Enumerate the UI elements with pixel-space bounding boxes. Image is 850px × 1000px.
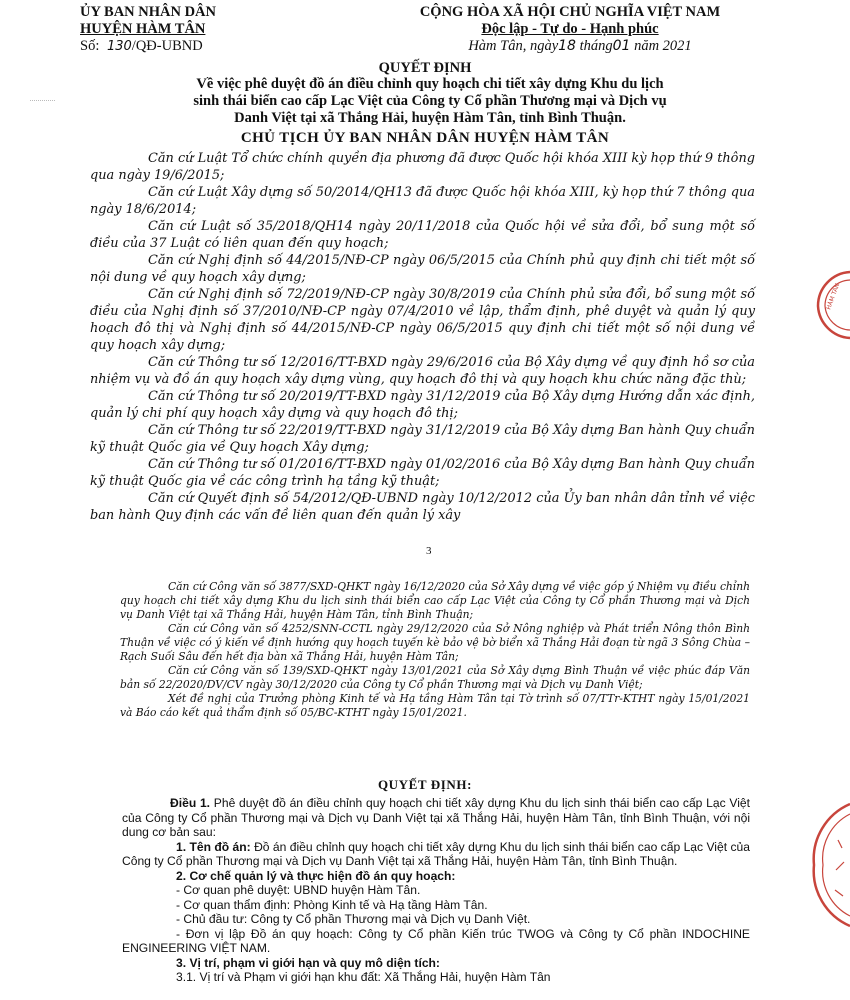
subject-line: Danh Việt tại xã Thắng Hải, huyện Hàm Tân, tỉnh Bình Thuận. xyxy=(234,110,626,126)
item-1-label: 1. Tên đồ án: xyxy=(176,839,251,854)
document-number xyxy=(80,38,203,55)
date-year: năm 2021 xyxy=(634,38,692,54)
scan-mark xyxy=(30,100,55,103)
agency-line-1: ỦY BAN NHÂN DÂN xyxy=(80,4,217,20)
item-2-line: - Chủ đầu tư: Công ty Cổ phần Thương mại và Dịch vụ Danh Việt. xyxy=(176,912,531,926)
motto: Độc lập - Tự do - Hạnh phúc xyxy=(481,21,659,37)
number-value: 130 xyxy=(106,39,132,54)
legal-basis: Căn cứ Luật Xây dựng số 50/2014/QH13 đã được Quốc hội khóa XIII, kỳ họp thứ 7 thông qua ngày 18/6/2014; xyxy=(90,185,755,217)
agency-line-2: HUYỆN HÀM TÂN xyxy=(80,21,206,37)
legal-basis: Căn cứ Thông tư số 20/2019/TT-BXD ngày 31/12/2019 của Bộ Xây dựng Hướng dẫn xác định, quản lý chi phí quy hoạch xây dựng và quy hoạch đô thị; xyxy=(90,389,755,421)
article-label: Điều 1. xyxy=(170,796,211,810)
subject-line: Về việc phê duyệt đồ án điều chỉnh quy hoạch chi tiết xây dựng Khu du lịch xyxy=(196,76,664,92)
decision-title: QUYẾT ĐỊNH xyxy=(378,60,472,76)
date-line xyxy=(400,38,760,55)
svg-text:HÀM TÂN: HÀM TÂN xyxy=(825,282,842,311)
date-day: 18 xyxy=(558,38,576,54)
legal-basis: Căn cứ Thông tư số 12/2016/TT-BXD ngày 29/6/2016 của Bộ Xây dựng về quy định hồ sơ của nhiệm vụ và đồ án quy hoạch xây dựng vùng, quy hoạch đô thị và quy hoạch khu chức năng đặc thù; xyxy=(90,355,755,387)
date-month-label: tháng xyxy=(579,38,613,54)
legal-basis: Căn cứ Luật số 35/2018/QH14 ngày 20/11/2018 của Quốc hội về sửa đổi, bổ sung một số điều của 37 Luật có liên quan đến quy hoạch; xyxy=(90,219,755,251)
legal-basis: Căn cứ Thông tư số 22/2019/TT-BXD ngày 31/12/2019 của Bộ Xây dựng Ban hành Quy chuẩn kỹ thuật Quốc gia về Quy hoạch Xây dựng; xyxy=(90,423,755,455)
item-3-partial: 3.1. Vị trí và Phạm vi giới hạn khu đất: Xã Thắng Hải, huyện Hàm Tân xyxy=(176,970,551,984)
page-number: 3 xyxy=(426,545,432,557)
issuing-authority: CHỦ TỊCH ỦY BAN NHÂN DÂN HUYỆN HÀM TÂN xyxy=(240,130,610,146)
item-2-line: - Cơ quan phê duyệt: UBND huyện Hàm Tân. xyxy=(176,883,421,897)
legal-bases-page-1 xyxy=(90,150,755,524)
legal-basis: Căn cứ Công văn số 4252/SNN-CCTL ngày 29/12/2020 của Sở Nông nghiệp và Phát triển Nông thôn Bình Thuận về việc có ý kiến về định hướng quy hoạch tuyến kè bảo vệ bờ biển xã Thắng Hải đoạn từ ngã 3 Sông Chùa – Rạch Suối Sâu đến hết địa bàn xã Thắng Hải, huyện Hàm Tân; xyxy=(120,622,750,663)
legal-basis: Căn cứ Nghị định số 44/2015/NĐ-CP ngày 06/5/2015 của Chính phủ quy định chi tiết một số nội dung về quy hoạch xây dựng; xyxy=(90,253,755,285)
legal-basis: Căn cứ Luật Tổ chức chính quyền địa phương đã được Quốc hội khóa XIII kỳ họp thứ 9 thông qua ngày 19/6/2015; xyxy=(90,151,755,183)
decision-subject xyxy=(90,76,770,127)
seal-fragment-bottom xyxy=(808,800,850,930)
decision-heading: QUYẾT ĐỊNH: xyxy=(377,777,473,792)
item-3-label: 3. Vị trí, phạm vi giới hạn và quy mô diện tích: xyxy=(176,955,440,970)
item-2-label: 2. Cơ chế quản lý và thực hiện đồ án quy hoạch: xyxy=(176,868,456,883)
subject-line: sinh thái biển cao cấp Lạc Việt của Công ty Cổ phần Thương mại và Dịch vụ xyxy=(193,93,667,109)
item-2-line: - Cơ quan thẩm định: Phòng Kinh tế và Hạ tầng Hàm Tân. xyxy=(176,897,488,912)
article-text: Phê duyệt đồ án điều chỉnh quy hoạch chi tiết xây dựng Khu du lịch sinh thái biển cao cấp Lạc Việt của Công ty Cổ phần Thương mại và Dịch vụ Danh Việt tại xã Thắng Hải, huyện Hàm Tân, tỉnh Bình Thuận, với nội dung cơ bản sau: xyxy=(122,796,751,839)
issuing-agency xyxy=(80,4,310,38)
item-2-line: - Đơn vị lập Đồ án quy hoạch: Công ty Cổ phần Kiến trúc TWOG và Công ty Cổ phần INDOCHINE ENGINEERING VIỆT NAM. xyxy=(122,926,750,955)
national-motto xyxy=(360,4,780,38)
date-month: 01 xyxy=(612,38,631,54)
seal-fragment-top xyxy=(812,270,850,340)
number-prefix: Số: xyxy=(80,38,100,54)
nation-title: CỘNG HÒA XÃ HỘI CHỦ NGHĨA VIỆT NAM xyxy=(419,4,721,20)
legal-basis: Căn cứ Quyết định số 54/2012/QĐ-UBND ngày 10/12/2012 của Ủy ban nhân dân tỉnh về việc ban hành Quy định các vấn đề liên quan đến quản lý xây xyxy=(90,491,755,523)
legal-basis: Căn cứ Công văn số 139/SXD-QHKT ngày 13/01/2021 của Sở Xây dựng Bình Thuận về việc phúc đáp Văn bản số 22/2020/DV/CV ngày 30/12/2020 của Công ty Cổ phần Thương mại và Dịch vụ Danh Việt; xyxy=(120,664,750,691)
article-1 xyxy=(122,796,751,984)
legal-basis: Xét đề nghị của Trưởng phòng Kinh tế và Hạ tầng Hàm Tân tại Tờ trình số 07/TTr-KTHT ngày 15/01/2021 và Báo cáo kết quả thẩm định số 05/BC-KTHT ngày 15/01/2021. xyxy=(120,692,750,719)
legal-basis: Căn cứ Thông tư số 01/2016/TT-BXD ngày 01/02/2016 của Bộ Xây dựng Ban hành Quy chuẩn kỹ thuật Quốc gia về các công trình hạ tầng kỹ thuật; xyxy=(90,457,755,489)
legal-basis: Căn cứ Công văn số 3877/SXD-QHKT ngày 16/12/2020 của Sở Xây dựng về việc góp ý Nhiệm vụ điều chỉnh quy hoạch chi tiết xây dựng Khu du lịch sinh thái biển cao cấp Lạc Việt của Công ty Cổ phần Thương mại và Dịch vụ Danh Việt tại xã Thắng Hải, huyện Hàm Tân, tỉnh Bình Thuận; xyxy=(120,580,750,621)
number-suffix: /QĐ-UBND xyxy=(131,38,203,54)
item-1-text: Đồ án điều chỉnh quy hoạch chi tiết xây dựng Khu du lịch sinh thái biển cao cấp Lạc Việt của Công ty Cổ phần Thương mại và Dịch vụ Danh Việt tại xã Thắng Hải, huyện Hàm Tân, tỉnh Bình Thuận. xyxy=(122,839,750,868)
legal-basis: Căn cứ Nghị định số 72/2019/NĐ-CP ngày 30/8/2019 của Chính phủ sửa đổi, bổ sung một số điều của Nghị định số 37/2010/NĐ-CP ngày 07/4/2010 về lập, thẩm định, phê duyệt và quản lý quy hoạch đô thị và Nghị định số 44/2015/NĐ-CP ngày 06/5/2015 quy định chi tiết một số nội dung về quy hoạch xây dựng; xyxy=(90,287,755,353)
date-place: Hàm Tân, ngày xyxy=(468,38,559,54)
legal-bases-page-2 xyxy=(120,580,750,720)
